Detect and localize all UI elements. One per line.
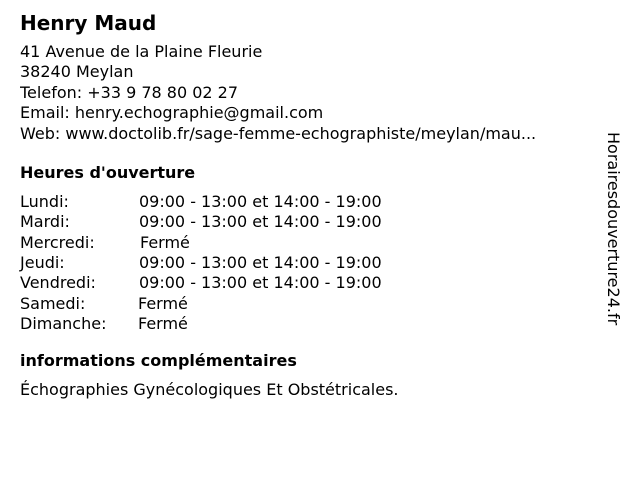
hours-row-tuesday (20, 212, 600, 232)
phone-line: Telefon: +33 9 78 80 02 27 (20, 82, 239, 102)
hours-row-friday (20, 273, 600, 293)
day-label: Mercredi: (20, 232, 95, 252)
hours-row-thursday (20, 253, 600, 273)
business-name: Henry Maud (20, 11, 157, 35)
additional-info-heading: informations complémentaires (20, 351, 297, 371)
address-line-1: 41 Avenue de la Plaine Fleurie (20, 42, 263, 61)
business-card (20, 10, 600, 400)
day-label: Samedi: (20, 293, 86, 313)
day-hours: 09:00 - 13:00 et 14:00 - 19:00 (139, 273, 382, 293)
opening-hours-list (20, 192, 600, 334)
hours-row-saturday (20, 294, 600, 314)
day-hours: 09:00 - 13:00 et 14:00 - 19:00 (139, 212, 382, 232)
day-label: Dimanche: (20, 313, 107, 333)
opening-hours-heading: Heures d'ouverture (20, 163, 196, 183)
address-line-2: 38240 Meylan (20, 62, 134, 82)
hours-row-wednesday (20, 233, 600, 253)
day-hours: 09:00 - 13:00 et 14:00 - 19:00 (139, 252, 382, 272)
day-label: Mardi: (20, 212, 70, 232)
web-line: Web: www.doctolib.fr/sage-femme-echographiste/meylan/mau... (20, 123, 537, 143)
day-label: Vendredi: (20, 273, 96, 293)
day-label: Jeudi: (20, 252, 65, 272)
hours-row-sunday (20, 314, 600, 334)
email-line: Email: henry.echographie@gmail.com (20, 103, 324, 123)
additional-info-text: Échographies Gynécologiques Et Obstétricales. (20, 380, 399, 400)
day-hours: Fermé (138, 313, 188, 333)
hours-row-monday (20, 192, 600, 212)
day-hours: 09:00 - 13:00 et 14:00 - 19:00 (139, 192, 382, 212)
day-hours: Fermé (140, 232, 190, 252)
day-label: Lundi: (20, 192, 69, 212)
day-hours: Fermé (138, 293, 188, 313)
site-watermark: Horairesdouverture24.fr (604, 132, 623, 326)
